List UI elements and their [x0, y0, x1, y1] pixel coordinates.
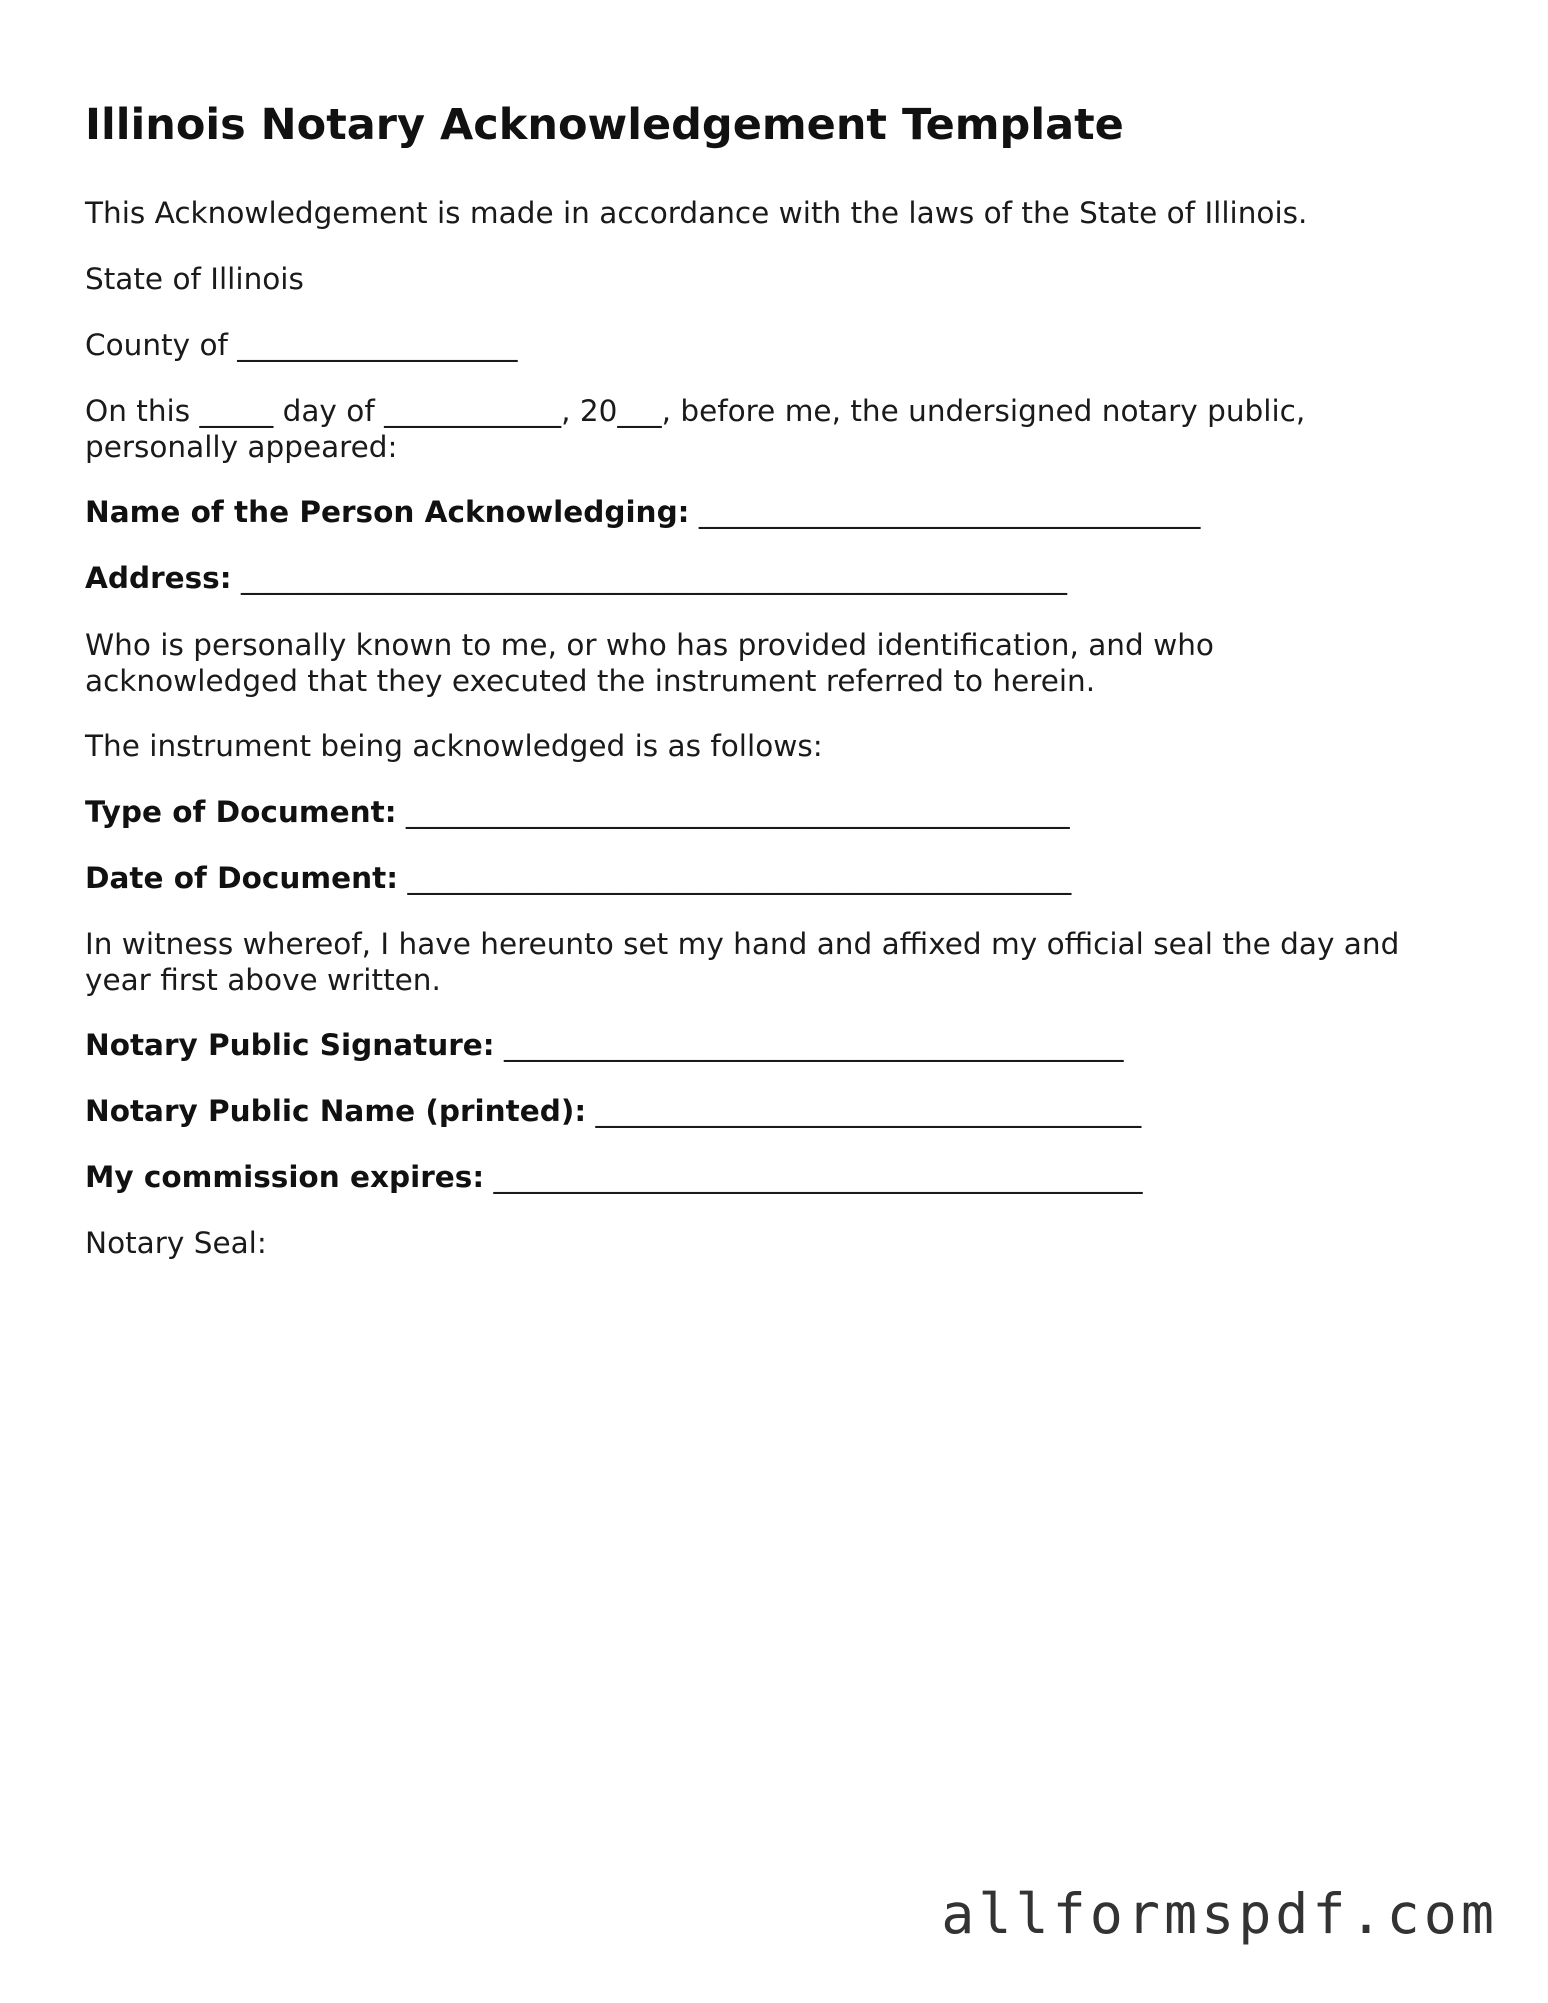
page-title: Illinois Notary Acknowledgement Template	[85, 100, 1124, 150]
commission-expiry-blank[interactable]: ____________________________________________	[493, 1160, 1143, 1194]
watermark: allformspdf.com	[941, 1882, 1498, 1946]
witness-clause: In witness whereof, I have hereunto set my hand and affixed my official seal the day and year first above written.	[85, 927, 1400, 997]
document-date-label: Date of Document:	[85, 861, 399, 895]
document-type-label: Type of Document:	[85, 795, 397, 829]
notary-seal-label: Notary Seal:	[85, 1226, 267, 1260]
date-clause: On this _____ day of ____________, 20___, before me, the undersigned notary public, personally appeared:	[85, 394, 1306, 464]
document-date-field[interactable]	[85, 860, 1465, 896]
commission-expiry-field[interactable]	[85, 1159, 1465, 1195]
intro-paragraph: This Acknowledgement is made in accordance with the laws of the State of Illinois.	[85, 196, 1308, 230]
identity-clause: Who is personally known to me, or who has provided identification, and who acknowledged that they executed the instrument referred to herein.	[85, 628, 1214, 698]
document-type-blank[interactable]: _____________________________________________	[405, 795, 1070, 829]
address-label: Address:	[85, 561, 232, 595]
person-name-field[interactable]	[85, 494, 1465, 530]
notary-printed-name-blank[interactable]: _____________________________________	[595, 1094, 1142, 1128]
notary-signature-field[interactable]	[85, 1027, 1465, 1063]
notary-printed-name-label: Notary Public Name (printed):	[85, 1094, 587, 1128]
county-line: County of ___________________	[85, 328, 518, 362]
notary-signature-label: Notary Public Signature:	[85, 1028, 495, 1062]
notary-printed-name-field[interactable]	[85, 1093, 1465, 1129]
instrument-intro: The instrument being acknowledged is as follows:	[85, 729, 823, 763]
address-blank[interactable]: ________________________________________________________	[240, 561, 1067, 595]
state-line: State of Illinois	[85, 262, 304, 296]
person-name-label: Name of the Person Acknowledging:	[85, 495, 690, 529]
document-date-blank[interactable]: _____________________________________________	[407, 861, 1072, 895]
notary-signature-blank[interactable]: __________________________________________	[503, 1028, 1124, 1062]
person-name-blank[interactable]: __________________________________	[698, 495, 1201, 529]
document-type-field[interactable]	[85, 794, 1465, 830]
address-field[interactable]	[85, 560, 1465, 596]
commission-expiry-label: My commission expires:	[85, 1160, 485, 1194]
